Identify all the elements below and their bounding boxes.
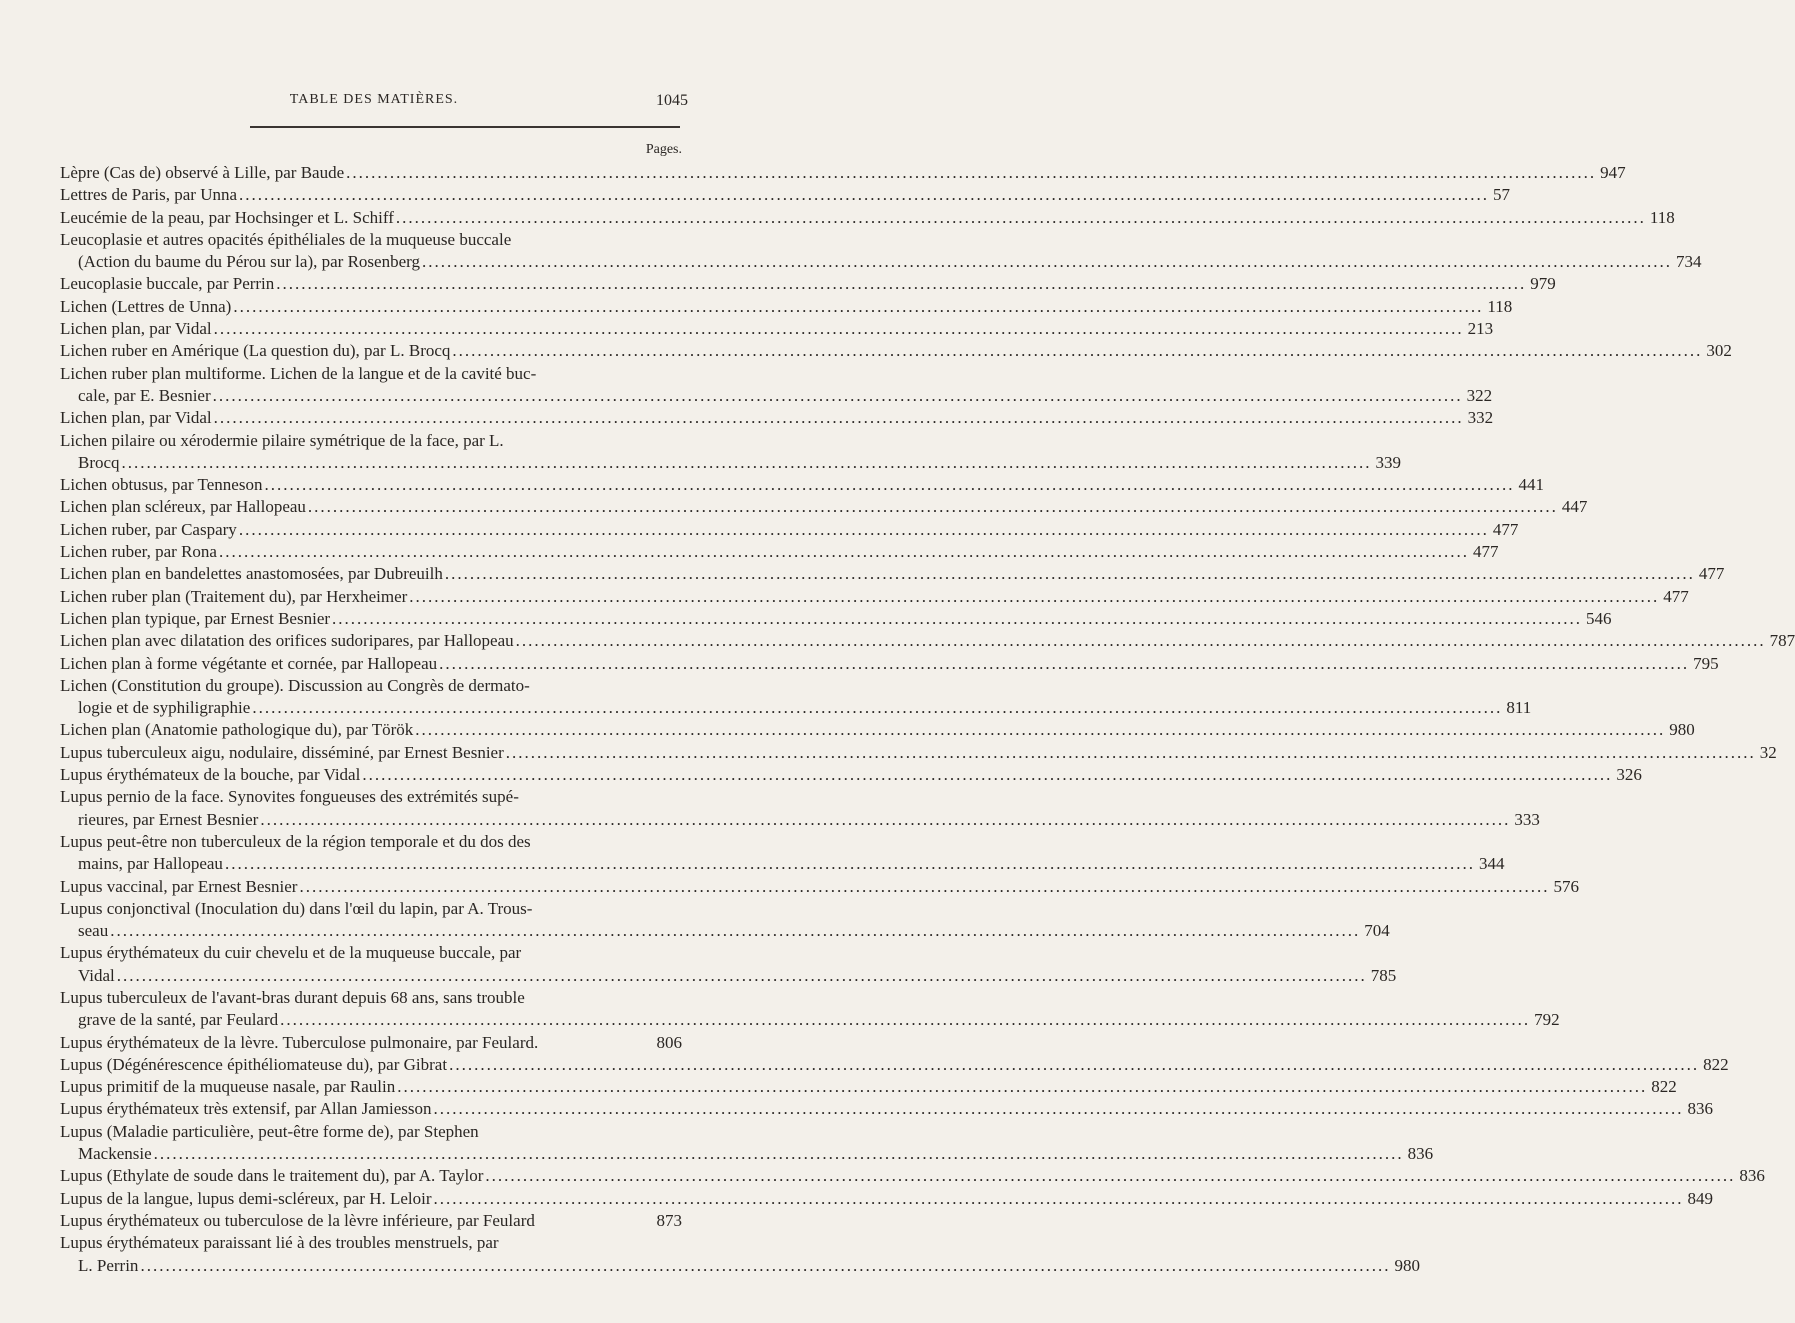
entry-page-number: 980 [1669,720,1695,740]
entry-text-line: Brocq [78,452,120,472]
dot-leader: ........................................................................................................................................................................................................ [233,296,1484,316]
entry-page-number: 322 [1466,385,1493,405]
index-entry [60,630,1795,652]
entry-text-line: Lichen plan en bandelettes anastomosées, par Dubreuilh [60,564,443,584]
index-entry [60,987,1560,1032]
dot-leader: ........................................................................................................................................................................................................ [239,185,1490,205]
dot-leader: ........................................................................................................................................................................................................ [299,876,1550,896]
entry-page-number: 576 [1553,876,1579,896]
index-entry [60,273,1556,295]
entry-text-line: Lichen plan, par Vidal [60,408,212,428]
index-entry [60,1076,1677,1098]
dot-leader: ........................................................................................................................................................................................................ [449,1054,1700,1074]
entry-page-number: 302 [1706,341,1732,361]
entry-text-line: Lichen ruber plan multiforme. Lichen de la langue et de la cavité buc- [60,363,537,383]
dot-leader: ........................................................................................................................................................................................................ [153,1144,1404,1164]
entry-text-line: Lupus (Ethylate de soude dans le traitement du), par A. Taylor [60,1166,484,1186]
entry-text-line: Lupus (Maladie particulière, peut-être forme de), par Stephen [60,1121,479,1141]
entry-text-line: Leucémie de la peau, par Hochsinger et L. Schiff [60,207,394,227]
dot-leader: ........................................................................................................................................................................................................ [439,653,1690,673]
page-number: 1045 [656,92,688,109]
entry-page-number: 213 [1467,319,1494,339]
entry-page-number: 344 [1478,854,1505,874]
index-entry [60,1232,1420,1277]
dot-leader: ........................................................................................................................................................................................................ [415,720,1666,740]
dot-leader: ........................................................................................................................................................................................................ [238,519,1489,539]
dot-leader: ........................................................................................................................................................................................................ [362,765,1613,785]
header-rule [250,126,680,128]
index-entry [60,474,1544,496]
dot-leader: ........................................................................................................................................................................................................ [505,742,1756,762]
dot-leader: ........................................................................................................................................................................................................ [276,274,1527,294]
entry-page-number: 704 [1364,921,1390,941]
index-entry [60,586,1689,608]
entry-text-line: grave de la santé, par Feulard [78,1010,279,1030]
entry-text-line: Lichen plan avec dilatation des orifices sudoripares, par Hallopeau [60,631,514,651]
entry-text-line: Lupus érythémateux très extensif, par Allan Jamiesson [60,1099,432,1119]
entry-text-line: Lupus primitif de la muqueuse nasale, par Raulin [60,1077,396,1097]
entry-page-number: 118 [1649,207,1675,227]
index-entry [60,496,1588,518]
index-entry [60,742,1777,764]
entry-page-number: 947 [1600,163,1626,182]
index-entry [60,563,1725,585]
dot-leader: ........................................................................................................................................................................................................ [140,1255,1391,1275]
index-entry [60,675,1532,720]
dot-leader: ........................................................................................................................................................................................................ [409,586,1660,606]
entry-page-number: 836 [1407,1144,1434,1164]
entry-page-number: 57 [1493,185,1511,205]
entry-text-line: Lichen ruber plan (Traitement du), par Herxheimer [60,586,408,606]
index-entry [60,1210,682,1232]
entry-page-number: 32 [1759,742,1777,762]
entry-text-line: Lichen obtusus, par Tenneson [60,475,263,495]
entry-text-line: Lupus tuberculeux aigu, nodulaire, disséminé, par Ernest Besnier [60,742,504,762]
dot-leader: ........................................................................................................................................................................................................ [332,608,1583,628]
index-entry [60,898,1390,943]
dot-leader: ........................................................................................................................................................................................................ [421,252,1672,272]
entry-text-line: Lupus érythémateux ou tuberculose de la lèvre inférieure, par Feulard [60,1210,535,1230]
dot-leader: ........................................................................................................................................................................................................ [397,1077,1648,1097]
entry-text-line: Lupus érythémateux de la lèvre. Tuberculose pulmonaire, par Feulard. [60,1032,539,1052]
dot-leader: ........................................................................................................................................................................................................ [395,207,1646,227]
index-entry [60,430,1402,475]
entry-text-line: rieures, par Ernest Besnier [78,809,259,829]
entry-page-number: 734 [1675,252,1702,272]
entry-text-line: L. Perrin [78,1255,139,1275]
dot-leader: ........................................................................................................................................................................................................ [444,564,1695,584]
entry-text-line: Lupus (Dégénérescence épithéliomateuse du), par Gibrat [60,1054,448,1074]
index-entry [60,162,1626,184]
dot-leader: ........................................................................................................................................................................................................ [252,698,1503,718]
entry-text-line: Vidal [78,965,115,985]
entry-page-number: 326 [1616,765,1642,785]
entry-page-number: 477 [1472,542,1499,562]
running-header [60,92,688,114]
dot-leader: ........................................................................................................................................................................................................ [213,408,1464,428]
entry-page-number: 980 [1394,1255,1420,1275]
entry-page-number: 873 [656,1210,682,1230]
entry-text-line: Lupus pernio de la face. Synovites fongueuses des extrémités supé- [60,787,519,807]
dot-leader: ........................................................................................................................................................................................................ [212,385,1463,405]
dot-leader: ........................................................................................................................................................................................................ [515,631,1766,651]
index-entry [60,541,1499,563]
entry-text-line: Lupus conjonctival (Inoculation du) dans l'œil du lapin, par A. Trous- [60,898,533,918]
entry-text-line: Lupus vaccinal, par Ernest Besnier [60,876,298,896]
dot-leader: ........................................................................................................................................................................................................ [307,497,1558,517]
index-entry [60,786,1540,831]
entry-text-line: Lichen plan scléreux, par Hallopeau [60,497,306,517]
index-entry [60,1121,1434,1166]
index-entry [60,876,1579,898]
index-entry [60,1032,682,1054]
entry-text-line: Leucoplasie buccale, par Perrin [60,274,275,294]
dot-leader: ........................................................................................................................................................................................................ [110,921,1361,941]
entry-text-line: cale, par E. Besnier [78,385,211,405]
entry-text-line: Lupus érythémateux du cuir chevelu et de la muqueuse buccale, par [60,943,522,963]
entry-text-line: Leucoplasie et autres opacités épithéliales de la muqueuse buccale [60,229,512,249]
dot-leader: ........................................................................................................................................................................................................ [433,1099,1684,1119]
index-entry [60,519,1519,541]
entry-text-line: Lupus de la langue, lupus demi-scléreux, par H. Leloir [60,1188,432,1208]
dot-leader: ........................................................................................................................................................................................................ [346,163,1597,182]
dot-leader: ........................................................................................................................................................................................................ [121,452,1372,472]
dot-leader: ........................................................................................................................................................................................................ [218,542,1469,562]
entry-page-number: 795 [1693,653,1719,673]
dot-leader: ........................................................................................................................................................................................................ [224,854,1475,874]
index-entry [60,1165,1765,1187]
entry-text-line: Lupus érythémateux de la bouche, par Vidal [60,765,361,785]
entry-text-line: Mackensie [78,1144,152,1164]
dot-leader: ........................................................................................................................................................................................................ [485,1166,1736,1186]
entry-text-line: Lichen ruber, par Rona [60,542,217,562]
dot-leader: ........................................................................................................................................................................................................ [213,319,1464,339]
entry-page-number: 477 [1663,586,1689,606]
index-entry [60,1188,1714,1210]
entry-text-line: Lichen ruber, par Caspary [60,519,237,539]
index-entry [60,407,1494,429]
entry-text-line: Lupus érythémateux paraissant lié à des troubles menstruels, par [60,1233,499,1253]
index-entry [60,764,1642,786]
entry-page-number: 477 [1698,564,1725,584]
running-title: TABLE DES MATIÈRES. [289,92,459,107]
entry-page-number: 822 [1703,1054,1729,1074]
index-entry [60,1054,1729,1076]
entry-page-number: 822 [1651,1077,1677,1097]
index-entry [60,1098,1714,1120]
entry-text-line: (Action du baume du Pérou sur la), par Rosenberg [78,252,420,272]
index-entry [60,608,1612,630]
entry-text-line: Lupus peut-être non tuberculeux de la région temporale et du dos des [60,831,531,851]
entry-page-number: 836 [1739,1166,1765,1186]
entry-page-number: 785 [1370,965,1397,985]
index-entry [60,340,1732,362]
entry-page-number: 792 [1534,1010,1560,1030]
index-entry [60,184,1511,206]
entry-page-number: 339 [1375,452,1402,472]
entry-page-number: 546 [1586,608,1612,628]
index-entry [60,207,1675,229]
entry-page-number: 118 [1487,296,1513,316]
entry-page-number: 332 [1467,408,1494,428]
pages-column-label: Pages. [645,142,682,157]
index-entry [60,942,1397,987]
dot-leader: ........................................................................................................................................................................................................ [260,809,1511,829]
index-entry [60,653,1719,675]
index-entry [60,318,1494,340]
entry-text-line: Lupus tuberculeux de l'avant-bras durant depuis 68 ans, sans trouble [60,987,525,1007]
entry-page-number: 836 [1687,1099,1714,1119]
entry-text-line: Lichen (Lettres de Unna) [60,296,232,316]
index-entry [60,229,1702,274]
entry-page-number: 477 [1492,519,1519,539]
index-entry [60,831,1505,876]
entry-page-number: 441 [1518,475,1544,495]
dot-leader: ........................................................................................................................................................................................................ [264,475,1515,495]
entry-page-number: 979 [1530,274,1556,294]
entry-text-line: Lichen pilaire ou xérodermie pilaire symétrique de la face, par L. [60,430,504,450]
entry-text-line: seau [78,921,109,941]
entry-text-line: Lichen plan à forme végétante et cornée, par Hallopeau [60,653,438,673]
entry-text-line: Lèpre (Cas de) observé à Lille, par Baude [60,163,345,182]
entry-page-number: 447 [1561,497,1588,517]
entry-text-line: Lichen plan (Anatomie pathologique du), par Török [60,720,414,740]
index-entry [60,296,1513,318]
index-entries [60,162,1795,1277]
entry-page-number: 333 [1514,809,1540,829]
entry-page-number: 849 [1687,1188,1714,1208]
dot-leader: ........................................................................................................................................................................................................ [280,1010,1531,1030]
entry-text-line: Lettres de Paris, par Unna [60,185,238,205]
dot-leader: ........................................................................................................................................................................................................ [433,1188,1684,1208]
entry-page-number: 787 [1769,631,1795,651]
entry-text-line: Lichen plan typique, par Ernest Besnier [60,608,331,628]
entry-page-number: 811 [1506,698,1532,718]
entry-text-line: Lichen (Constitution du groupe). Discussion au Congrès de dermato- [60,675,530,695]
entry-text-line: Lichen ruber en Amérique (La question du), par L. Brocq [60,341,451,361]
entry-page-number: 806 [656,1032,682,1052]
index-entry [60,363,1493,408]
dot-leader: ........................................................................................................................................................................................................ [116,965,1367,985]
entry-text-line: mains, par Hallopeau [78,854,223,874]
entry-text-line: logie et de syphiligraphie [78,698,251,718]
index-entry [60,719,1695,741]
entry-text-line: Lichen plan, par Vidal [60,319,212,339]
dot-leader: ........................................................................................................................................................................................................ [452,341,1703,361]
